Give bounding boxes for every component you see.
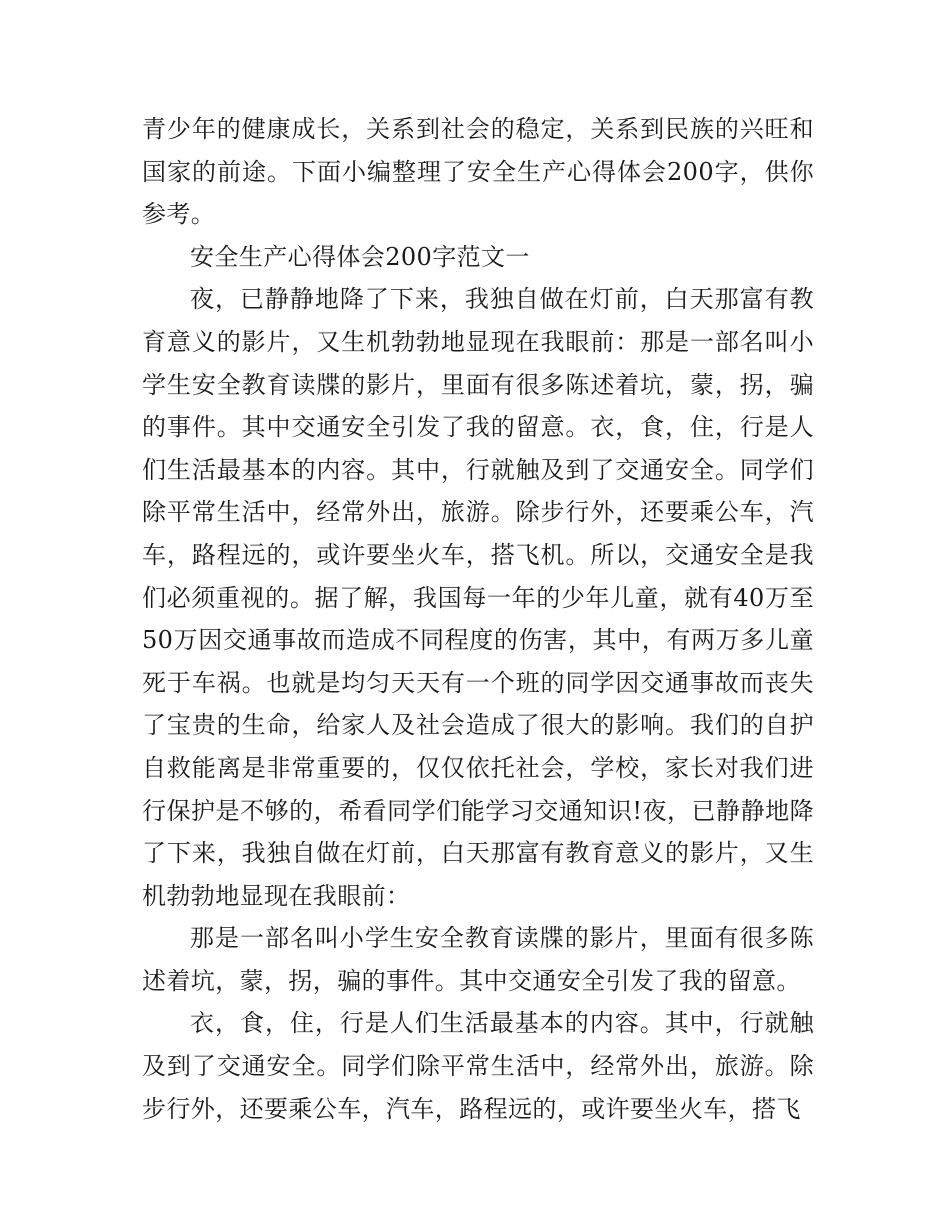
body-paragraph-2: 那是一部名叫小学生安全教育读牒的影片，里面有很多陈述着坑，蒙，拐，骗的事件。其中交通安全引发了我的留意。 <box>142 924 814 995</box>
body-paragraph-1: 夜，已静静地降了下来，我独自做在灯前，白天那富有教育意义的影片，又生机勃勃地显现在我眼前：那是一部名叫小学生安全教育读牒的影片，里面有很多陈述着坑，蒙，拐，骗的事件。其中交通安全引发了我的留意。衣，食，住，行是人们生活最基本的内容。其中，行就触及到了交通安全。同学们除平常生活中，经常外出，旅游。除步行外，还要乘公车，汽车，路程远的，或许要坐火车，搭飞机。所以，交通安全是我们必须重视的。据了解，我国每一年的少年儿童，就有40万至50万因交通事故而造成不同程度的伤害，其中，有两万多儿童死于车祸。也就是均匀天天有一个班的同学因交通事故而丧失了宝贵的生命，给家人及社会造成了很大的影响。我们的自护自救能离是非常重要的，仅仅依托社会，学校，家长对我们进行保护是不够的，希看同学们能学习交通知识!夜，已静静地降了下来，我独自做在灯前，白天那富有教育意义的影片，又生机勃勃地显现在我眼前： <box>142 285 814 910</box>
document-body <box>142 108 814 1130</box>
body-paragraph-3: 衣，食，住，行是人们生活最基本的内容。其中，行就触及到了交通安全。同学们除平常生活中，经常外出，旅游。除步行外，还要乘公车，汽车，路程远的，或许要坐火车，搭飞 <box>142 1009 814 1123</box>
section-heading: 安全生产心得体会200字范文一 <box>190 242 530 271</box>
intro-paragraph: 青少年的健康成长，关系到社会的稳定，关系到民族的兴旺和国家的前途。下面小编整理了安全生产心得体会200字，供你参考。 <box>142 115 814 229</box>
